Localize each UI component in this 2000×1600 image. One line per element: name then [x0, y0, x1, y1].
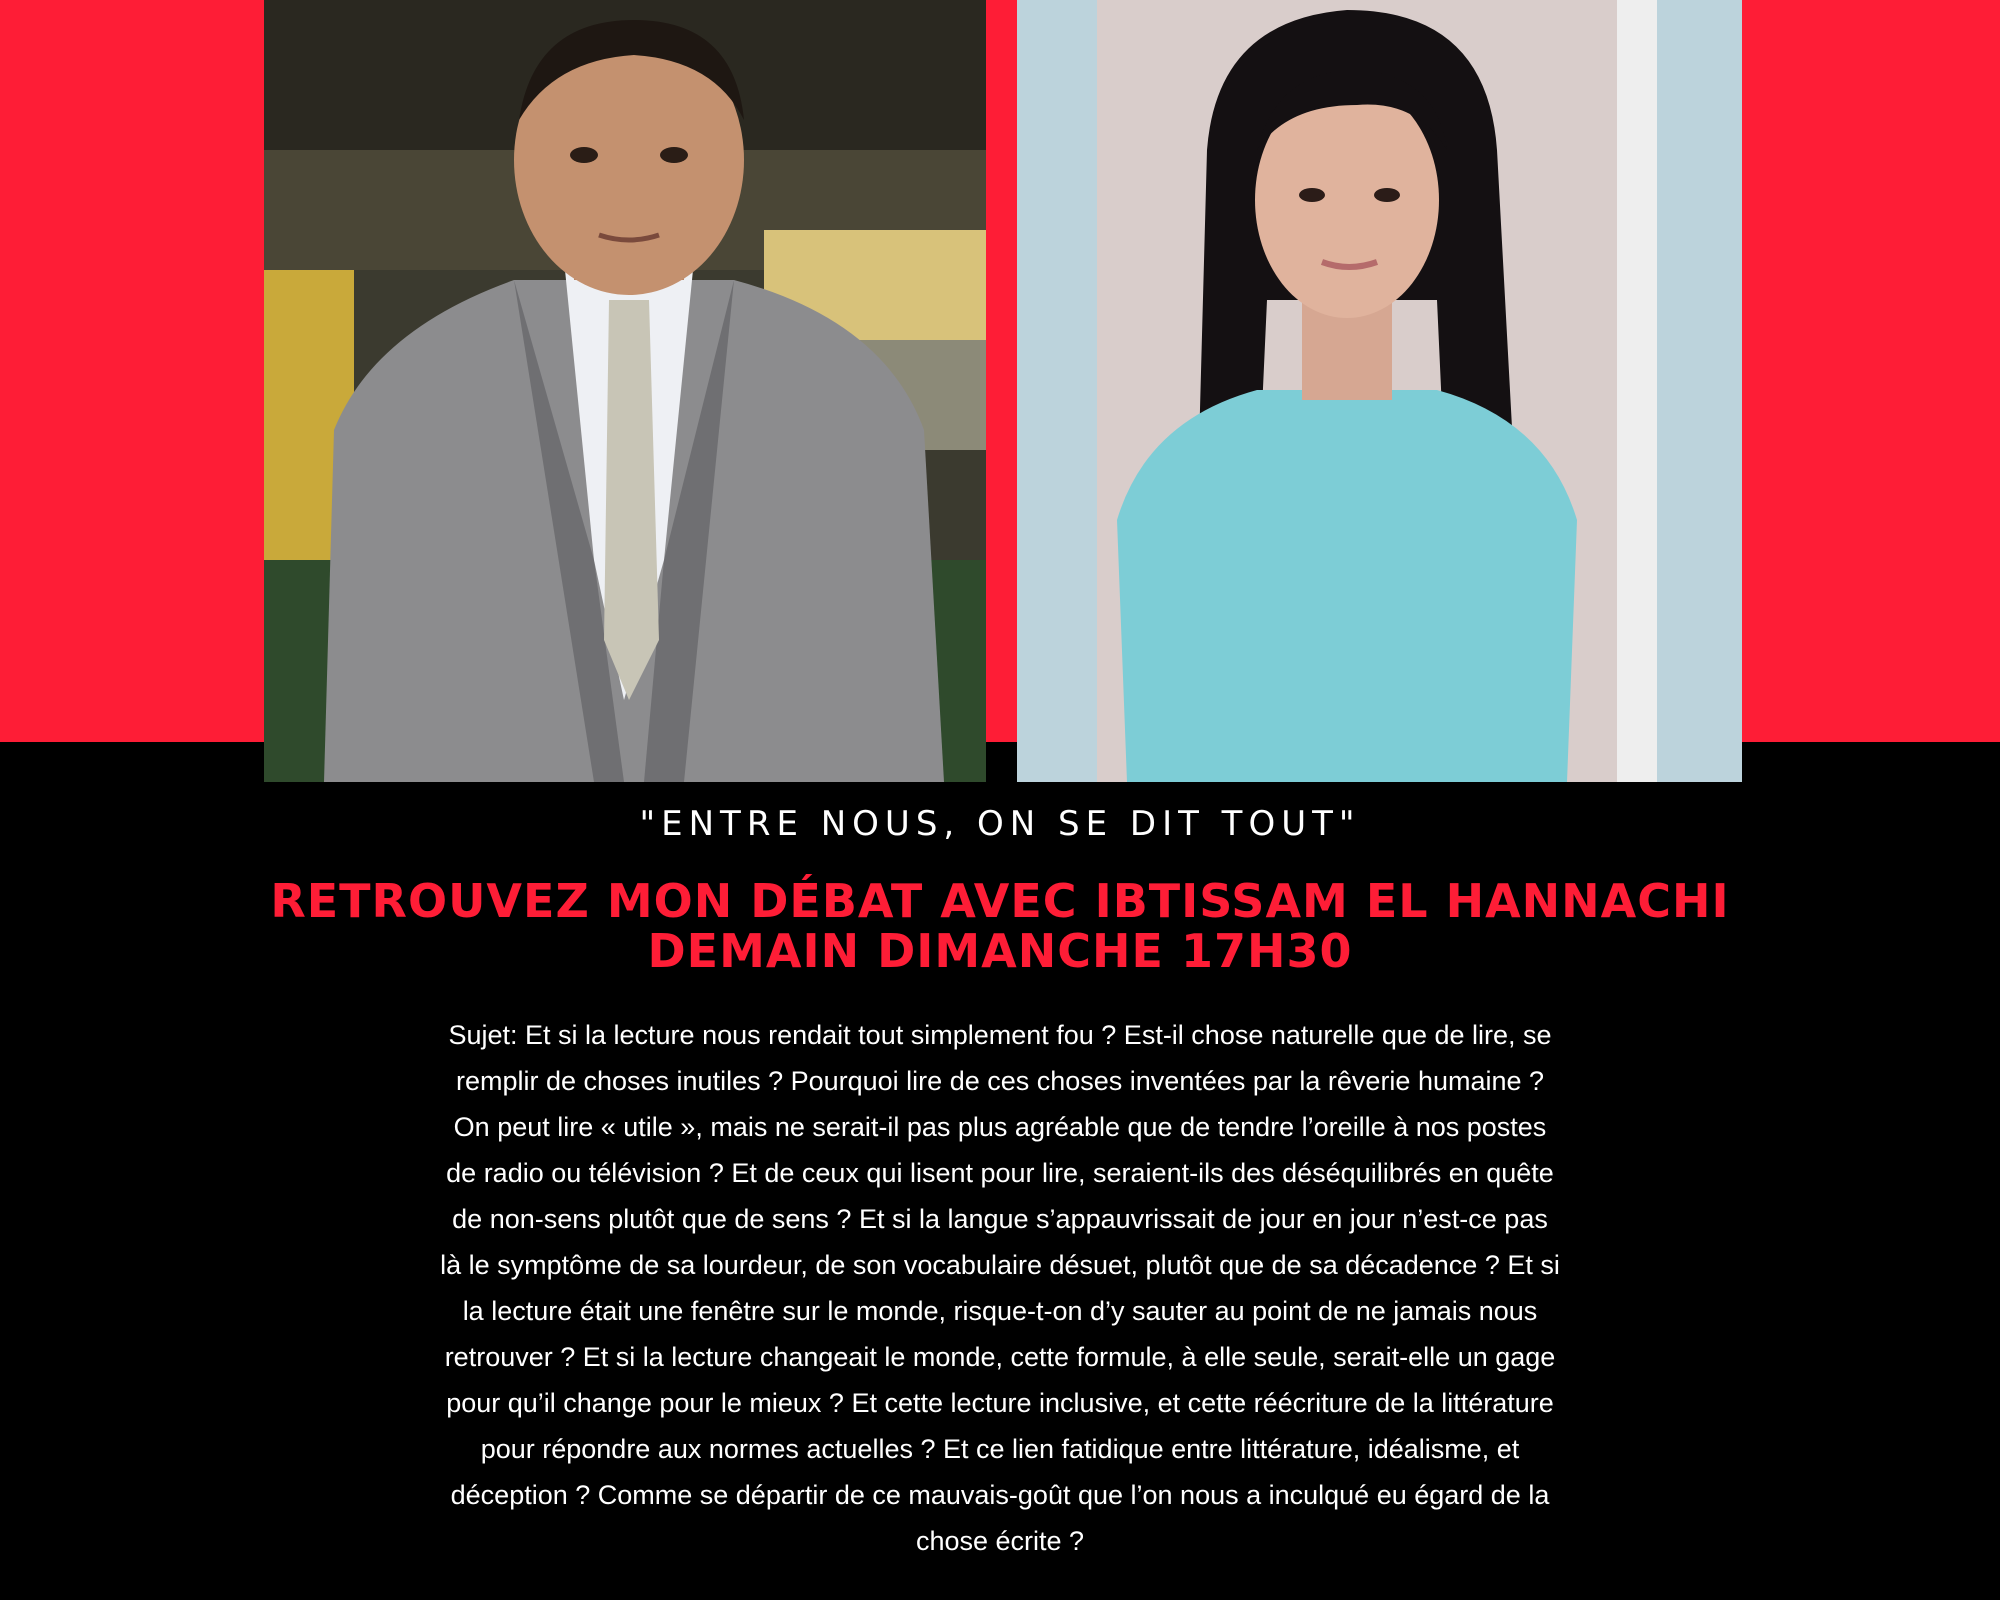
subject-paragraph — [370, 1012, 1630, 1564]
subject-line: retrouver ? Et si la lecture changeait le monde, cette formule, à elle seule, serait-elle un gage — [444, 1342, 1556, 1372]
subject-line: là le symptôme de sa lourdeur, de son vocabulaire désuet, plutôt que de sa décadence ? Et si — [440, 1250, 1560, 1280]
subject-line: la lecture était une fenêtre sur le monde, risque-t-on d’y sauter au point de ne jamais nous — [462, 1296, 1538, 1326]
subject-line: pour répondre aux normes actuelles ? Et ce lien fatidique entre littérature, idéalisme, et — [480, 1434, 1520, 1464]
subject-line: remplir de choses inutiles ? Pourquoi lire de ces choses inventées par la rêverie humaine ? — [455, 1066, 1545, 1096]
subject-line: pour qu’il change pour le mieux ? Et cette lecture inclusive, et cette réécriture de la littérature — [446, 1388, 1554, 1418]
headline-line-1: RETROUVEZ MON DÉBAT AVEC IBTISSAM EL HANNACHI — [270, 874, 1730, 928]
subject-line: chose écrite ? — [915, 1526, 1085, 1556]
woman-portrait-photo — [1017, 0, 1742, 782]
subject-line: de non-sens plutôt que de sens ? Et si la langue s’appauvrissait de jour en jour n’est-ce pas — [452, 1204, 1548, 1234]
subject-line: déception ? Comme se départir de ce mauvais-goût que l’on nous a inculqué eu égard de la — [450, 1480, 1550, 1510]
headline — [0, 876, 2000, 976]
subject-line: de radio ou télévision ? Et de ceux qui lisent pour lire, seraient-ils des déséquilibrés en quête — [446, 1158, 1554, 1188]
subject-line: On peut lire « utile », mais ne serait-il pas plus agréable que de tendre l’oreille à nos postes — [453, 1112, 1547, 1142]
headline-line-2: DEMAIN DIMANCHE 17H30 — [647, 924, 1353, 978]
subject-line: Sujet: Et si la lecture nous rendait tout simplement fou ? Est-il chose naturelle que de lire, se — [448, 1020, 1552, 1050]
tagline: "ENTRE NOUS, ON SE DIT TOUT" — [639, 804, 1361, 844]
man-portrait-photo — [264, 0, 986, 782]
